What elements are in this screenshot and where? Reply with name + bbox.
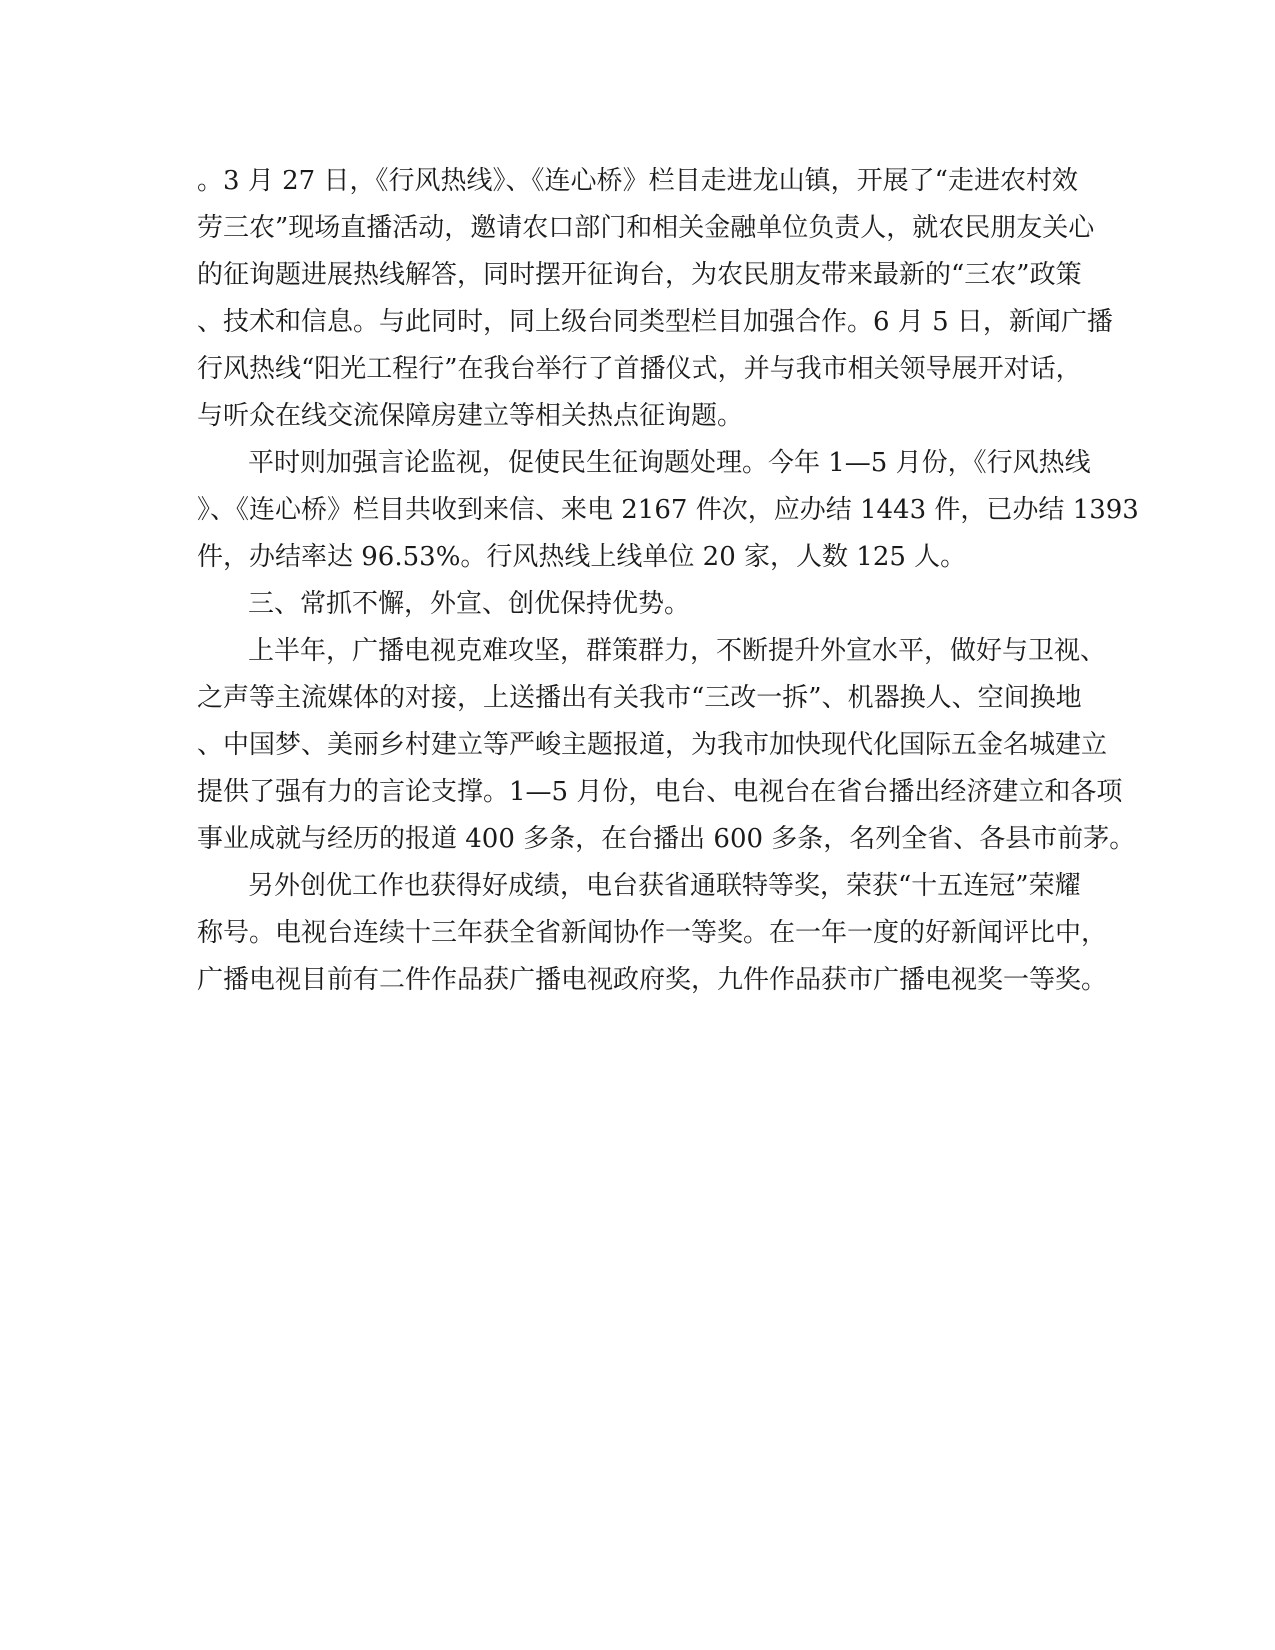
text-line: 行风热线“阳光工程行”在我台举行了首播仪式，并与我市相关领导展开对话， bbox=[197, 354, 1082, 384]
paragraph-external-publicity bbox=[197, 628, 1136, 863]
text-line: 》、《连心桥》栏目共收到来信、来电 2167 件次，应办结 1443 件，已办结 1393 bbox=[197, 495, 1139, 525]
text-line: 与听众在线交流保障房建立等相关热点征询题。 bbox=[197, 401, 744, 431]
text-line: 之声等主流媒体的对接，上送播出有关我市“三改一拆”、机器换人、空间换地 bbox=[197, 683, 1082, 713]
text-line: 事业成就与经历的报道 400 多条，在台播出 600 多条，名列全省、各县市前茅。 bbox=[197, 824, 1136, 854]
text-line: 。3 月 27 日，《行风热线》、《连心桥》栏目走进龙山镇，开展了“走进农村效 bbox=[197, 166, 1078, 196]
paragraph-awards bbox=[197, 863, 1108, 1004]
paragraph-hotline-events bbox=[197, 158, 1113, 440]
text-line: 另外创优工作也获得好成绩，电台获省通联特等奖，荣获“十五连冠”荣耀 bbox=[248, 871, 1081, 901]
text-line: 称号。电视台连续十三年获全省新闻协作一等奖。在一年一度的好新闻评比中， bbox=[197, 918, 1108, 948]
paragraph-public-opinion-supervision bbox=[197, 440, 1139, 581]
section-heading: 三、常抓不懈，外宣、创优保持优势。 bbox=[248, 589, 691, 619]
document-body bbox=[197, 158, 1139, 1004]
section-heading-three bbox=[197, 581, 1078, 628]
text-line: 平时则加强言论监视，促使民生征询题处理。今年 1—5 月份，《行风热线 bbox=[248, 448, 1091, 478]
text-line: 件，办结率达 96.53%。行风热线上线单位 20 家，人数 125 人。 bbox=[197, 542, 967, 572]
text-line: 广播电视目前有二件作品获广播电视政府奖，九件作品获市广播电视奖一等奖。 bbox=[197, 965, 1108, 995]
text-line: 上半年，广播电视克难攻坚，群策群力，不断提升外宣水平，做好与卫视、 bbox=[248, 636, 1107, 666]
text-line: 提供了强有力的言论支撑。1—5 月份，电台、电视台在省台播出经济建立和各项 bbox=[197, 777, 1123, 807]
text-line: 劳三农”现场直播活动，邀请农口部门和相关金融单位负责人，就农民朋友关心 bbox=[197, 213, 1095, 243]
text-line: 的征询题进展热线解答，同时摆开征询台，为农民朋友带来最新的“三农”政策 bbox=[197, 260, 1082, 290]
text-line: 、技术和信息。与此同时，同上级台同类型栏目加强合作。6 月 5 日，新闻广播 bbox=[197, 307, 1113, 337]
text-line: 、中国梦、美丽乡村建立等严峻主题报道，为我市加快现代化国际五金名城建立 bbox=[197, 730, 1108, 760]
